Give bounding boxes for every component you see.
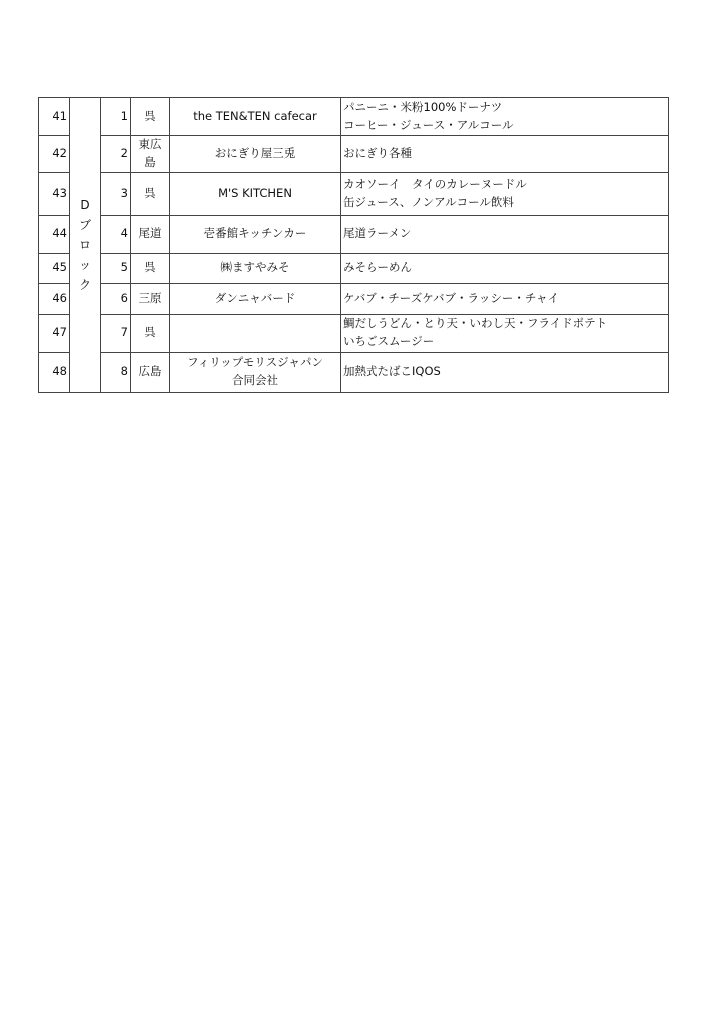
block-label [70, 98, 101, 393]
block-char: ブ [78, 217, 91, 232]
block-char: ロ [78, 237, 91, 252]
menu-items: 鯛だしうどん・とり天・いわし天・フライドポテト いちごスムージー [341, 314, 669, 352]
menu-items: おにぎり各種 [341, 136, 669, 173]
city: 呉 [131, 314, 170, 352]
table-row [39, 136, 669, 173]
row-number: 44 [39, 215, 70, 253]
table-row [39, 314, 669, 352]
table-row [39, 215, 669, 253]
row-number: 42 [39, 136, 70, 173]
block-char: ッ [78, 257, 91, 272]
table-row [39, 352, 669, 392]
city: 三原 [131, 283, 170, 314]
block-char: D [80, 197, 90, 212]
vendor-table [38, 97, 669, 393]
row-number: 47 [39, 314, 70, 352]
vendor-table-body [39, 98, 669, 393]
row-number: 43 [39, 172, 70, 215]
shop-name: ㈱ますやみそ [170, 253, 341, 283]
block-index: 5 [101, 253, 131, 283]
city: 広島 [131, 352, 170, 392]
row-number: 45 [39, 253, 70, 283]
table-row [39, 283, 669, 314]
city: 東広島 [131, 136, 170, 173]
shop-name: 壱番館キッチンカー [170, 215, 341, 253]
city: 呉 [131, 98, 170, 136]
block-index: 3 [101, 172, 131, 215]
city: 尾道 [131, 215, 170, 253]
block-index: 4 [101, 215, 131, 253]
table-row [39, 253, 669, 283]
shop-name: M'S KITCHEN [170, 172, 341, 215]
menu-items: 加熱式たばこIQOS [341, 352, 669, 392]
block-char: ク [78, 277, 91, 292]
menu-items: みそらーめん [341, 253, 669, 283]
block-index: 6 [101, 283, 131, 314]
shop-name: the TEN&TEN cafecar [170, 98, 341, 136]
city: 呉 [131, 172, 170, 215]
block-index: 2 [101, 136, 131, 173]
row-number: 48 [39, 352, 70, 392]
shop-name: ダンニャバード [170, 283, 341, 314]
shop-name [170, 314, 341, 352]
menu-items: カオソーイ タイのカレーヌードル 缶ジュース、ノンアルコール飲料 [341, 172, 669, 215]
shop-name: フィリップモリスジャパン 合同会社 [170, 352, 341, 392]
table-row [39, 98, 669, 136]
menu-items: ケバブ・チーズケバブ・ラッシー・チャイ [341, 283, 669, 314]
block-label-text [79, 195, 91, 295]
menu-items: パニーニ・米粉100%ドーナツ コーヒー・ジュース・アルコール [341, 98, 669, 136]
block-index: 8 [101, 352, 131, 392]
row-number: 46 [39, 283, 70, 314]
row-number: 41 [39, 98, 70, 136]
menu-items: 尾道ラーメン [341, 215, 669, 253]
block-index: 7 [101, 314, 131, 352]
table-row [39, 172, 669, 215]
block-index: 1 [101, 98, 131, 136]
city: 呉 [131, 253, 170, 283]
shop-name: おにぎり屋三兎 [170, 136, 341, 173]
